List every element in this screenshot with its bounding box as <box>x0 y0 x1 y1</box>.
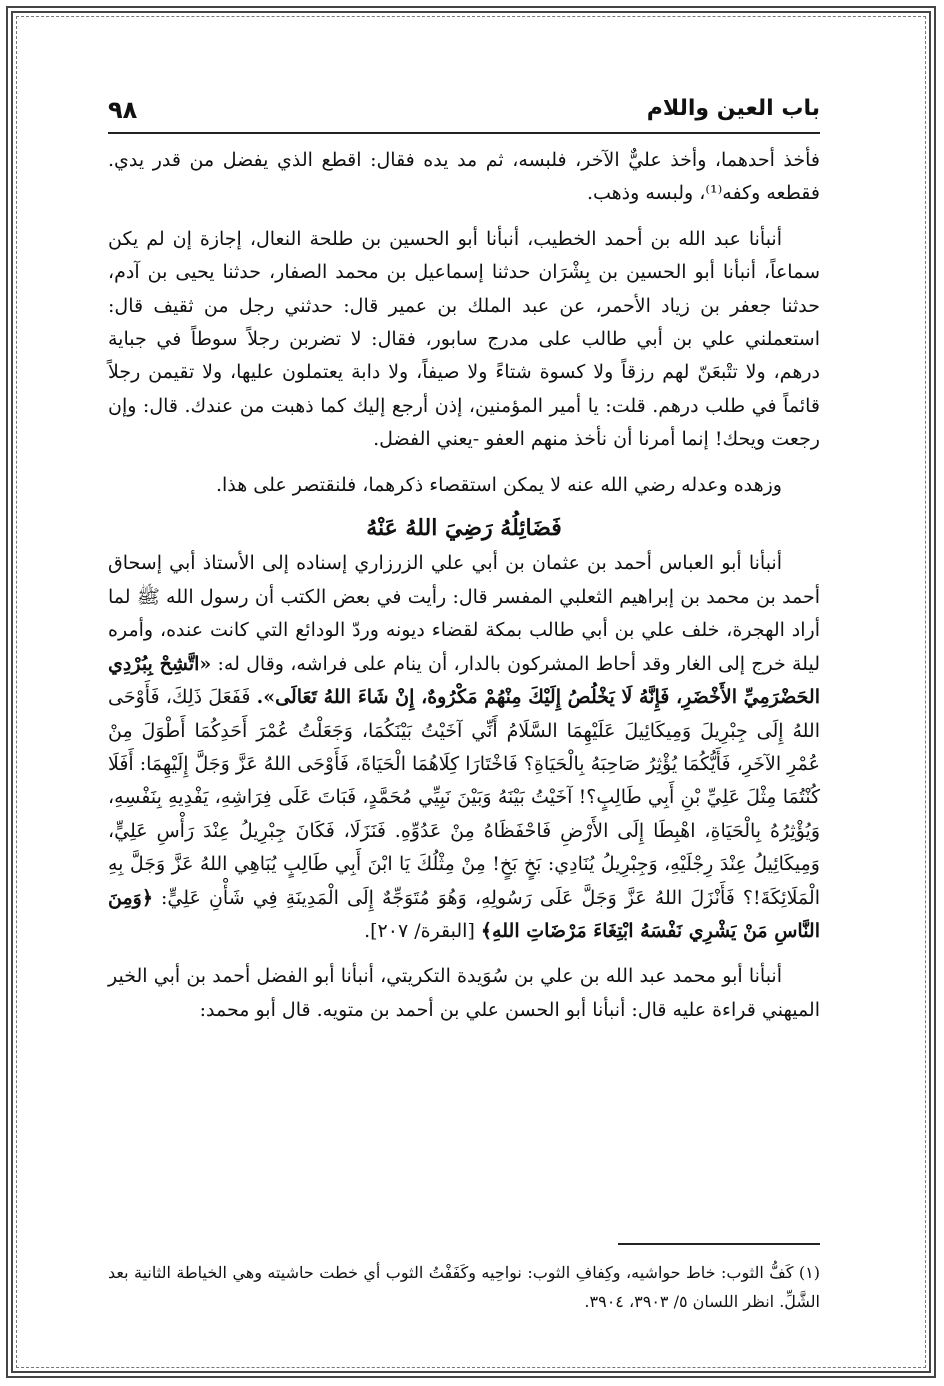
page-number: ٩٨ <box>108 96 138 124</box>
hadith-quote: «اتَّشِحْ بِبُرْدِي الحَضْرَمِيِّ الأَخْضَرِ، فَإِنَّهُ لَا يَخْلُصُ إِلَيْكَ مِنْهُمْ مَكْرُوهٌ، إِنْ شَاءَ اللهُ تَعَالَى». <box>108 652 820 709</box>
paragraph-1: فأخذ أحدهما، وأخذ عليٌّ الآخر، فلبسه، ثم مد يده فقال: اقطع الذي يفضل من قدر يدي. فقطعه وكفه⁽¹⁾، ولبسه وذهب. <box>108 149 820 205</box>
page-header <box>108 92 820 134</box>
paragraph-4-narration: فَفَعَلَ ذَلِكَ، فَأَوْحَى اللهُ إِلَى جِبْرِيلَ وَمِيكَائِيلَ عَلَيْهِمَا السَّلَامُ أَنِّي آخَيْتُ بَيْنَكُمَا، وَجَعَلْتُ عُمْرَ أَحَدِكُمَا أَطْوَلَ مِنْ عُمْرِ الآخَرِ، فَأَيُّكُمَا يُؤْثِرُ صَاحِبَهُ بِالْحَيَاةِ؟ فَاخْتَارَا كِلَاهُمَا الْحَيَاةَ، فَأَوْحَى اللهُ عَزَّ وَجَلَّ إِلَيْهِمَا: أَفَلَا كُنْتُمَا مِثْلَ عَلِيِّ بْنِ أَبِي طَالِبٍ؟! آخَيْتُ بَيْنَهُ وَبَيْنَ نَبِيِّي مُحَمَّدٍ، فَبَاتَ عَلَى فِرَاشِهِ، يَفْدِيهِ بِنَفْسِهِ، وَيُؤْثِرُهُ بِالْحَيَاةِ، اهْبِطَا إِلَى الأَرْضِ فَاحْفَظَاهُ مِنْ عَدُوِّهِ. فَنَزَلَا، فَكَانَ جِبْرِيلُ عِنْدَ رَأْسِ عَلِيٍّ، وَمِيكَائِيلُ عِنْدَ رِجْلَيْهِ، وَجِبْرِيلُ يُنَادِي: بَخٍ بَخٍ! مِنْ مِثْلُكَ يَا ابْنَ أَبِي طَالِبٍ يُبَاهِي اللهُ عَزَّ وَجَلَّ بِهِ الْمَلَائِكَةَ!؟ فَأَنْزَلَ اللهُ عَزَّ وَجَلَّ عَلَى رَسُولِهِ، وَهُوَ مُتَوَجِّهٌ إِلَى الْمَدِينَةِ فِي شَأْنِ عَلِيٍّ: <box>108 686 820 909</box>
paragraph-3: وزهده وعدله رضي الله عنه لا يمكن استقصاء ذكرهما، فلنقتصر على هذا. <box>215 473 782 496</box>
paragraph-4-intro: أنبأنا أبو العباس أحمد بن عثمان بن أبي علي الزرزاري إسناده إلى الأستاذ أبي إسحاق أحمد بن محمد بن إبراهيم الثعلبي المفسر قال: رأيت في بعض الكتب أن رسول الله ﷺ لما أراد الهجرة، خلف علي بن أبي طالب بمكة لقضاء ديونه وردّ الودائع التي كانت عنده، وأمره ليلة خرج إلى الغار وقد أحاط المشركون بالدار، أن ينام على فراشه، وقال له: <box>108 552 820 675</box>
page-body <box>108 144 820 1027</box>
paragraph-5: أنبأنا أبو محمد عبد الله بن علي بن سُوَيدة التكريتي، أنبأنا أبو الفضل أحمد بن أبي الخير الميهني قراءة عليه قال: أنبأنا أبو الحسن علي بن أحمد بن متويه. قال أبو محمد: <box>108 965 820 1021</box>
footnote-1: (١) كَفُّ الثوب: خاط حواشيه، وكِفافِ الثوب: نواحِيه وكَفَفْتُ الثوب أي خطت حاشيته وهي الخياطة الثانية بعد الشَّلِّ. انظر اللسان ٥/ ٣٩٠٣، ٣٩٠٤. <box>108 1263 820 1311</box>
paragraph-2: أنبأنا عبد الله بن أحمد الخطيب، أنبأنا أبو الحسين بن طلحة النعال، إجازة إن لم يكن سماعاً، أنبأنا أبو الحسين بن بِشْرَان حدثنا إسماعيل بن محمد الصفار، حدثنا يحيى بن آدم، حدثنا جعفر بن زياد الأحمر، عن عبد الملك بن عمير قال: حدثني رجل من ثقيف قال: استعملني علي بن أبي طالب على مدرج سابور، فقال: لا تضربن رجلاً سوطاً في جباية درهم، ولا تتْبعَنّ لهم رزقاً ولا كسوة شتاءً ولا صيفاً، ولا دابة يعتملون عليها، ولا تقيمن رجلاً قائماً في طلب درهم. قلت: يا أمير المؤمنين، إذن أرجع إليك كما ذهبت من عندك. قال: وإن رجعت ويحك! إنما أمرنا أن نأخذ منهم العفو -يعني الفضل. <box>108 227 820 451</box>
footnotes <box>108 1258 820 1316</box>
verse-reference: [البقرة/ ٢٠٧]. <box>364 919 481 942</box>
paragraph-4 <box>108 547 820 948</box>
footnote-separator <box>618 1243 820 1245</box>
section-heading: فَضَائِلُهُ رَضِيَ اللهُ عَنْهُ <box>366 515 562 542</box>
quran-verse: ﴿وَمِنَ النَّاسِ مَنْ يَشْرِي نَفْسَهُ ابْتِغَاءَ مَرْضَاتِ اللهِ﴾ <box>108 886 820 942</box>
running-title: باب العين واللام <box>646 96 820 121</box>
